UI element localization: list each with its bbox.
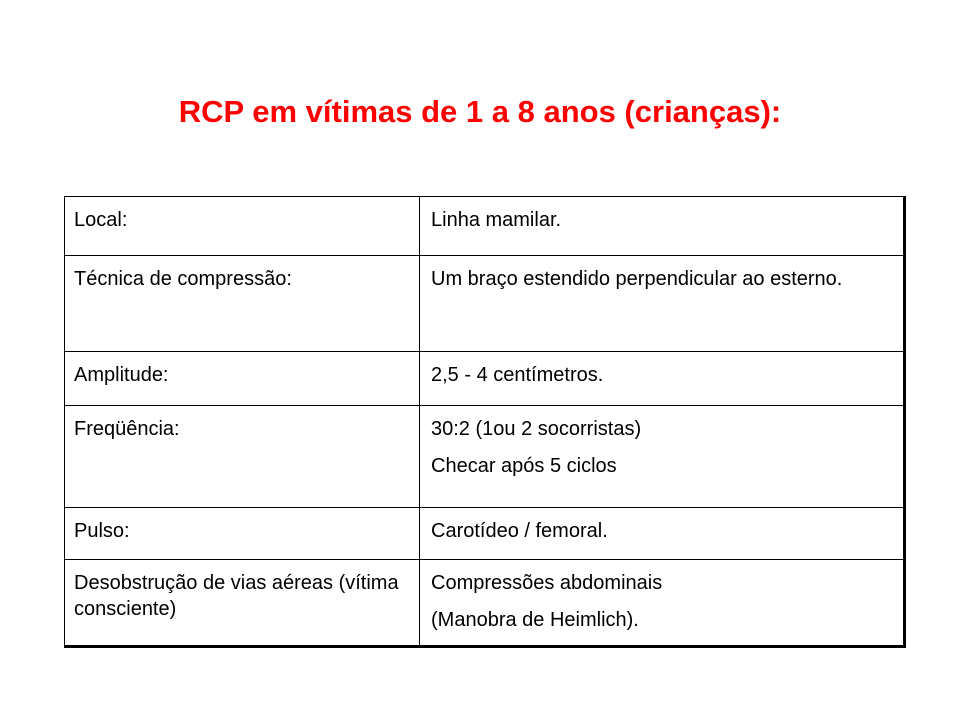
- row-label: Amplitude:: [65, 352, 420, 406]
- table-row-frequency: [65, 406, 905, 508]
- row-label: Desobstrução de vias aéreas (vítima consciente): [65, 560, 420, 647]
- row-label: Freqüência:: [65, 406, 420, 508]
- row-value: [420, 560, 905, 647]
- row-label: Técnica de compressão:: [65, 256, 420, 352]
- row-label: Local:: [65, 197, 420, 256]
- table-row-airway-obstruction: [65, 560, 905, 647]
- table-row-local: [65, 197, 905, 256]
- row-value: [420, 508, 905, 560]
- row-value: [420, 406, 905, 508]
- row-value: [420, 352, 905, 406]
- row-value-line: 30:2 (1ou 2 socorristas): [431, 418, 642, 440]
- row-value-line: 2,5 - 4 centímetros.: [431, 364, 604, 386]
- row-value-line: Linha mamilar.: [431, 209, 562, 231]
- slide-title: RCP em vítimas de 1 a 8 anos (crianças):: [178, 94, 782, 129]
- table-row-amplitude: [65, 352, 905, 406]
- row-value-line: Checar após 5 ciclos: [431, 455, 617, 477]
- table-row-pulse: [65, 508, 905, 560]
- row-value-line: Um braço estendido perpendicular ao esterno.: [431, 268, 843, 290]
- row-value: [420, 197, 905, 256]
- row-value: [420, 256, 905, 352]
- row-value-line: (Manobra de Heimlich).: [431, 609, 639, 631]
- row-label: Pulso:: [65, 508, 420, 560]
- row-value-line: Carotídeo / femoral.: [431, 520, 608, 542]
- table-row-compression-technique: [65, 256, 905, 352]
- row-value-line: Compressões abdominais: [431, 572, 663, 594]
- cpr-info-table: [64, 196, 906, 648]
